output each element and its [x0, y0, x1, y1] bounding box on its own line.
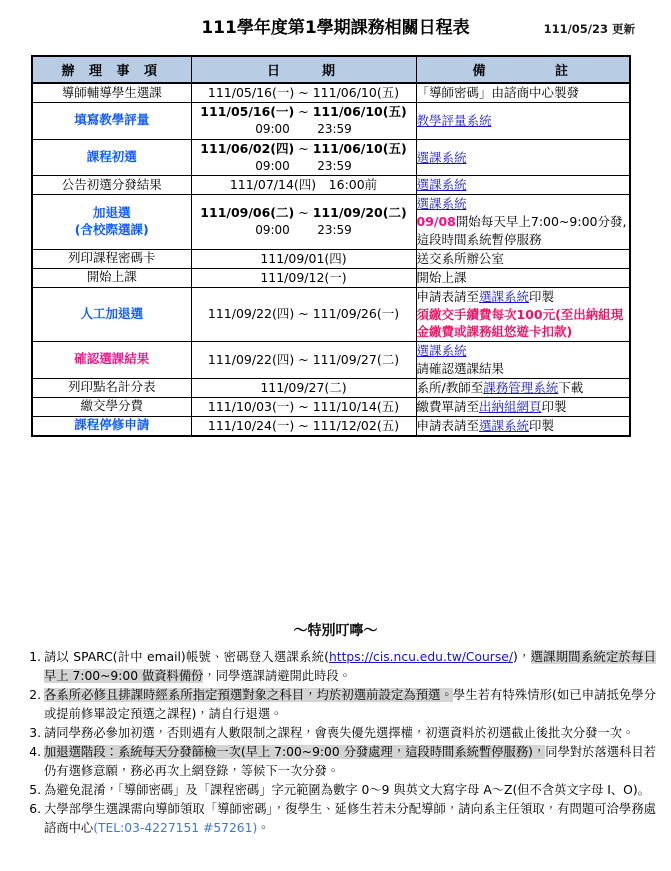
- row-note-cell: [416, 268, 630, 287]
- row-date-end: 111/06/10(五): [312, 104, 407, 120]
- note-text: [44, 743, 656, 781]
- note-line: [417, 213, 630, 249]
- note-rest-text: 開始每天早上7:00~9:00分發, 這段時間系統暫停服務: [416, 214, 627, 247]
- note-line: [417, 176, 630, 194]
- note-text-pre: 請以 SPARC(計中 email)帳號、密碼登入選課系統(: [44, 650, 329, 664]
- note-text-tail: 。: [257, 821, 270, 836]
- row-date-cell: [191, 342, 416, 379]
- date-range-separator: ~: [298, 85, 309, 100]
- row-note-cell: [416, 287, 630, 341]
- note-text-post: 學生若有特殊情形(如已申請抵免學分或提前修畢設定預選之課程)，請自行退選。: [44, 688, 656, 722]
- note-text-post: 大學部學生選課需向導師領取「導師密碼」，復學生、延修生若未分配導師，請向系主任領取，有問題可洽學務處諮商中心: [44, 802, 656, 836]
- table-row: [32, 287, 630, 341]
- row-date-cell: [191, 268, 416, 287]
- date-range-separator: ~: [298, 398, 309, 414]
- row-item-cell: [32, 83, 191, 103]
- note-text-mid: )，: [512, 650, 531, 664]
- row-date-value: 111/09/12(一): [260, 269, 347, 285]
- schedule-table: [31, 55, 631, 437]
- row-item-label: 確認選課結果: [74, 351, 150, 367]
- column-header-date: 日 期: [191, 56, 416, 83]
- row-item-cell: [32, 249, 191, 268]
- note-warning-text: 須繳交手續費每次100元(至出納組現金繳費或課務組悠遊卡扣款): [416, 306, 624, 340]
- note-highlighted-text: 各系所必修且排課時經系所指定預選對象之科目，均於初選前設定為預選。: [44, 688, 453, 703]
- note-prefix: 系所/教師至: [416, 379, 484, 395]
- note-number: 2.: [29, 688, 41, 703]
- column-header-item: 辦 理 事 項: [32, 56, 191, 83]
- row-date-start: 111/05/16(一): [200, 104, 295, 120]
- note-suffix: 印製: [541, 398, 567, 414]
- table-row: [32, 268, 630, 287]
- note-item: [24, 724, 656, 743]
- table-row: [32, 342, 630, 379]
- note-line: [417, 195, 630, 213]
- row-note-cell: [416, 378, 630, 397]
- row-note-cell: [416, 139, 630, 176]
- note-number: 3.: [29, 726, 41, 741]
- date-range-separator: ~: [298, 306, 309, 322]
- row-item-label: 導師輔導學生選課: [61, 84, 162, 100]
- row-item-cell: [32, 103, 191, 140]
- note-line: [417, 149, 630, 167]
- row-item-label: 公告初選分發結果: [61, 176, 162, 192]
- row-item-label: 填寫教學評量: [74, 112, 150, 128]
- note-suffix: 印製: [529, 288, 555, 304]
- note-item: [24, 686, 656, 724]
- row-note-cell: [416, 176, 630, 195]
- table-row: [32, 83, 630, 103]
- note-link[interactable]: 選課系統: [479, 417, 530, 433]
- last-updated-label: 111/05/23 更新: [543, 22, 635, 36]
- row-item-label: 列印點名計分表: [67, 379, 156, 395]
- note-highlighted-text: 選課期間系統定於每日早上 7:00~9:00 做資料備份: [44, 650, 656, 684]
- note-number: 5.: [29, 783, 41, 798]
- note-number: 4.: [29, 745, 41, 760]
- row-date-start: 111/09/22(四): [207, 306, 295, 322]
- note-text: [44, 800, 656, 838]
- row-item-cell: [32, 397, 191, 416]
- row-item-sublabel: (含校際選課): [74, 221, 149, 237]
- row-time-end: 23:59: [317, 122, 352, 137]
- note-highlight-date: 09/08: [416, 214, 456, 230]
- table-row: [32, 249, 630, 268]
- note-suffix: 下載: [558, 379, 584, 395]
- row-item-cell: [32, 195, 191, 249]
- note-line: [417, 112, 630, 130]
- row-note-cell: [416, 416, 630, 436]
- row-note-cell: [416, 195, 630, 249]
- row-date-end: 111/09/20(二): [312, 205, 407, 221]
- row-time-start: 09:00: [255, 158, 290, 173]
- row-note-cell: [416, 83, 630, 103]
- row-item-cell: [32, 416, 191, 436]
- note-line: [417, 398, 630, 416]
- row-date-cell: [191, 176, 416, 195]
- row-date-end: 111/09/27(二): [312, 351, 400, 367]
- row-time-line: [192, 121, 416, 138]
- note-line: [417, 379, 630, 397]
- row-date-value: 111/07/14(四) 16:00前: [229, 177, 378, 193]
- table-row: [32, 397, 630, 416]
- row-time-end: 23:59: [317, 158, 352, 173]
- row-item-label: 課程停修申請: [74, 417, 150, 433]
- note-item: [24, 800, 656, 838]
- row-item-label: 課程初選: [86, 148, 137, 164]
- row-item-cell: [32, 268, 191, 287]
- notes-list: [24, 648, 656, 838]
- note-item: [24, 781, 656, 800]
- note-link[interactable]: 選課系統: [416, 177, 467, 193]
- row-date-cell: [191, 195, 416, 249]
- row-date-start: 111/05/16(一): [207, 85, 295, 100]
- note-text: [44, 781, 656, 800]
- note-link[interactable]: 課務管理系統: [483, 379, 559, 395]
- note-link[interactable]: 選課系統: [416, 196, 467, 212]
- note-text: [44, 648, 656, 686]
- table-header-row: [32, 56, 630, 83]
- table-row: [32, 378, 630, 397]
- row-item-label: 繳交學分費: [80, 398, 143, 414]
- page-title: 111學年度第1學期課務相關日程表: [201, 18, 470, 38]
- row-date-cell: [191, 139, 416, 176]
- notes-heading: ～特別叮嚀～: [293, 623, 378, 639]
- row-item-cell: [32, 287, 191, 341]
- row-item-label: 列印課程密碼卡: [67, 250, 156, 266]
- note-suffix: 印製: [529, 417, 555, 433]
- title-row: [0, 0, 671, 44]
- table-row: [32, 195, 630, 249]
- note-text: [44, 724, 656, 743]
- row-date-start: 111/09/22(四): [207, 351, 295, 367]
- note-link[interactable]: 選課系統: [416, 343, 467, 359]
- note-text-post: ，同學選課請避開此時段。: [203, 669, 352, 684]
- row-date-start: 111/10/24(一): [207, 417, 295, 433]
- note-phone-number: (TEL:03-4227151 #57261): [93, 821, 258, 836]
- note-link[interactable]: 選課系統: [416, 149, 467, 165]
- row-item-cell: [32, 342, 191, 379]
- table-row: [32, 176, 630, 195]
- date-range-separator: ~: [298, 140, 309, 156]
- note-line: 「導師密碼」由諮商中心製發: [416, 85, 580, 101]
- note-line: [417, 288, 630, 306]
- table-row: [32, 139, 630, 176]
- row-date-cell: [191, 287, 416, 341]
- row-item-label: 人工加退選: [80, 305, 143, 321]
- note-text-post: 同學對於落選科目若仍有選修意願，務必再次上網登錄，等候下一次分發。: [44, 745, 656, 779]
- date-range-separator: ~: [298, 205, 309, 221]
- schedule-table-wrapper: [31, 55, 631, 437]
- table-head: [32, 56, 630, 83]
- row-date-end: 111/12/02(五): [312, 417, 400, 433]
- row-note-cell: [416, 249, 630, 268]
- row-date-end: 111/09/26(一): [312, 306, 400, 322]
- note-text: [44, 686, 656, 724]
- row-time-line: [192, 158, 416, 175]
- note-item: [24, 743, 656, 781]
- row-date-cell: [191, 416, 416, 436]
- row-time-line: [192, 222, 416, 239]
- note-prefix: 申請表請至: [416, 417, 480, 433]
- table-row: [32, 416, 630, 436]
- date-range-separator: ~: [298, 417, 309, 433]
- note-prefix: 申請表請至: [416, 288, 480, 304]
- row-item-cell: [32, 176, 191, 195]
- row-date-start: 111/09/06(二): [200, 205, 295, 221]
- row-date-start: 111/10/03(一): [207, 398, 295, 414]
- note-number: 6.: [29, 802, 41, 817]
- table-row: [32, 103, 630, 140]
- note-line: 請確認選課結果: [416, 360, 505, 376]
- note-item: [24, 648, 656, 686]
- row-date-cell: [191, 83, 416, 103]
- row-time-start: 09:00: [255, 122, 290, 137]
- column-header-note: 備 註: [416, 56, 630, 83]
- row-date-end: 111/10/14(五): [312, 398, 400, 414]
- row-item-label: 開始上課: [86, 269, 137, 285]
- row-date-end: 111/06/10(五): [312, 140, 407, 156]
- note-link[interactable]: 教學評量系統: [416, 113, 492, 128]
- note-text-post: 請同學務必參加初選，否則遇有人數限制之課程，會喪失優先選擇權，初選資料於初選截止後批次分發一次。: [44, 726, 635, 741]
- row-date-cell: [191, 103, 416, 140]
- row-item-cell: [32, 139, 191, 176]
- row-time-start: 09:00: [255, 223, 290, 238]
- row-note-cell: [416, 342, 630, 379]
- note-line: 開始上課: [416, 269, 467, 285]
- note-text-post: 為避免混淆，「導師密碼」及「課程密碼」字元範圍為數字 0～9 與英文大寫字母 A～Z(但不含英文字母 I、O)。: [44, 783, 650, 798]
- note-number: 1.: [29, 650, 41, 664]
- row-note-cell: [416, 397, 630, 416]
- note-link[interactable]: 出納組網頁: [479, 398, 542, 414]
- row-date-cell: [191, 378, 416, 397]
- note-link[interactable]: 選課系統: [479, 288, 530, 304]
- row-time-end: 23:59: [317, 223, 352, 238]
- row-date-value: 111/09/01(四): [260, 250, 347, 266]
- row-date-cell: [191, 249, 416, 268]
- row-item-label: 加退選: [92, 205, 131, 221]
- note-url-link[interactable]: https://cis.ncu.edu.tw/Course/: [328, 650, 513, 664]
- row-item-cell: [32, 378, 191, 397]
- date-range-separator: ~: [298, 351, 309, 367]
- date-range-separator: ~: [298, 104, 309, 120]
- row-date-start: 111/06/02(四): [200, 140, 295, 156]
- row-date-cell: [191, 397, 416, 416]
- note-line: [417, 342, 630, 360]
- row-date-end: 111/06/10(五): [312, 85, 400, 100]
- note-line: [417, 417, 630, 435]
- table-body: [32, 83, 630, 436]
- row-note-cell: [416, 103, 630, 140]
- note-highlighted-text: 加退選階段：系統每天分發篩檢一次(早上 7:00~9:00 分發處理，這段時間系統暫停服務)，: [44, 745, 546, 760]
- row-date-value: 111/09/27(二): [260, 379, 347, 395]
- note-prefix: 繳費單請至: [416, 398, 480, 414]
- note-line: 送交系所辦公室: [416, 250, 505, 266]
